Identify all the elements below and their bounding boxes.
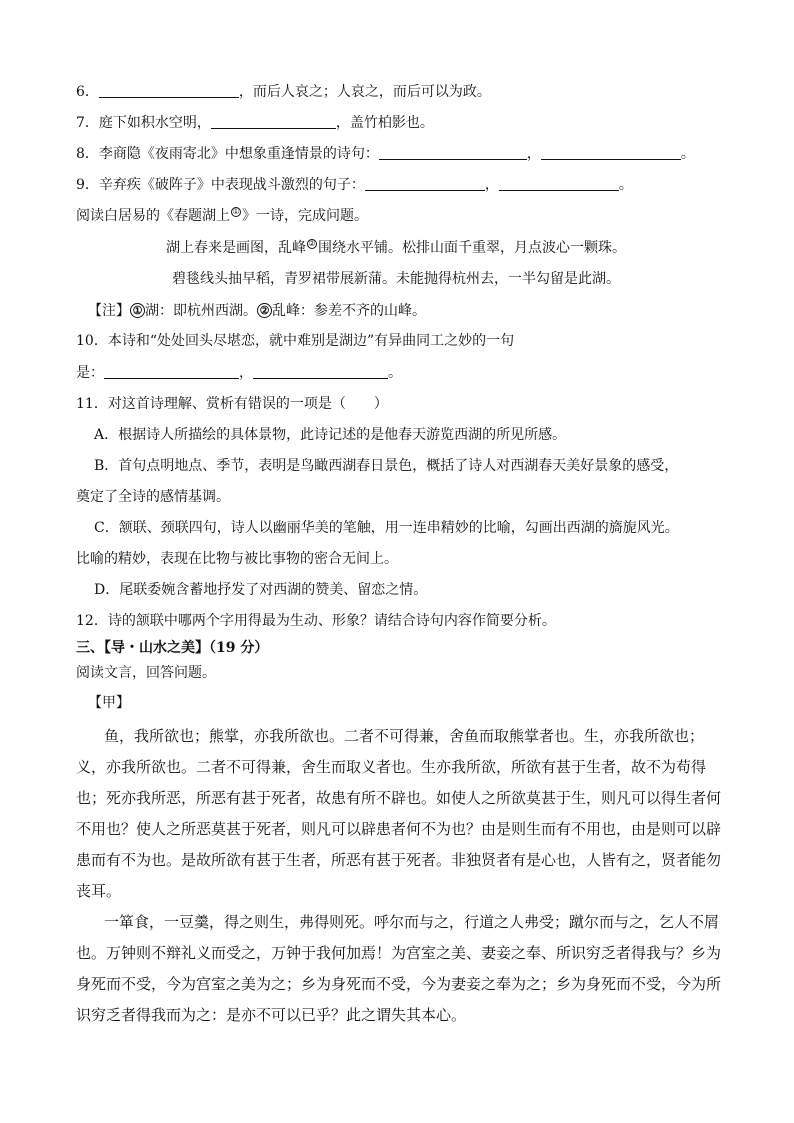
passage-text: 义，亦我所欲也。二者不可得兼，舍生而取义者也。生亦我所欲，所欲有甚于生者，故不为苟得	[76, 758, 707, 776]
question-10	[76, 331, 514, 351]
period: 。	[680, 146, 695, 162]
note-text: 湖：即杭州西湖。	[145, 303, 257, 319]
answer-blank[interactable]	[365, 176, 485, 191]
section-intro: 阅读文言，回答问题。	[76, 665, 216, 681]
option-b-text-cont: 奠定了全诗的感情基调。	[76, 489, 230, 505]
passage-text: 患而有不为也。是故所欲有甚于生者，所恶有甚于死者。非独贤者有是心也，人皆有之，贤者能勿	[76, 851, 722, 869]
poem-intro-text-end: 》一诗，完成问题。	[242, 208, 368, 224]
question-11-stem	[76, 394, 388, 414]
passage-line	[76, 881, 121, 901]
option-d-text: D．尾联委婉含蓄地抒发了对西湖的赞美、留恋之情。	[94, 582, 428, 598]
comma: ，	[484, 177, 499, 193]
passage-line	[76, 974, 721, 994]
note-number: ②	[257, 303, 272, 318]
option-b-cont	[76, 487, 230, 507]
poem-text-end: 围绕水平铺。松排山面千重翠，月点波心一颗珠。	[318, 240, 626, 256]
answer-blank[interactable]	[211, 114, 336, 129]
question-7	[76, 113, 434, 133]
section-title: 三、【导・山水之美】（19 分）	[76, 640, 269, 656]
section-3-title	[76, 638, 268, 658]
question-12	[76, 611, 556, 631]
passage-text: 身死而不受，今为宫室之美为之；乡为身死而不受，今为妻妾之奉为之；乡为身死而不受，今为所	[76, 975, 722, 993]
question-8	[76, 144, 695, 164]
poem-text: 湖上春来是画图，乱峰	[166, 240, 306, 256]
footnote-marker: ②	[308, 239, 316, 248]
passage-line	[76, 943, 721, 963]
period: 。	[388, 365, 402, 381]
question-11-text: 11．对这首诗理解、赏析有错误的一项是（ ）	[76, 396, 388, 412]
option-c[interactable]	[94, 518, 679, 538]
question-10-text: 是：	[76, 365, 104, 381]
comma: ，	[526, 146, 541, 162]
answer-blank[interactable]	[541, 145, 681, 160]
question-6	[76, 82, 491, 102]
question-8-text: 8．李商隐《夜雨寄北》中想象重逢情景的诗句：	[76, 146, 379, 162]
answer-blank[interactable]	[104, 364, 239, 379]
passage-text: 也。万钟则不辩礼义而受之，万钟于我何加焉！为宫室之美、妻妾之奉、所识穷乏者得我与？乡为	[76, 944, 722, 962]
passage-line	[76, 788, 721, 808]
passage-text: 一箪食，一豆羹，得之则生，弗得则死。呼尔而与之，行道之人弗受；蹴尔而与之，乞人不屑	[104, 913, 720, 931]
passage-text: 丧耳。	[76, 882, 122, 900]
period: 。	[618, 177, 633, 193]
passage-line	[76, 819, 721, 839]
option-c-text-cont: 比喻的精妙，表现在比物与被比事物的密合无间上。	[76, 551, 398, 567]
option-d[interactable]	[94, 580, 427, 600]
poem-line-2	[172, 269, 620, 289]
answer-blank[interactable]	[253, 364, 388, 379]
footnote-marker: ①	[232, 207, 240, 216]
poem-intro-text: 阅读白居易的《春题湖上	[76, 208, 230, 224]
passage-text: 不用也？使人之所恶莫甚于死者，则凡可以辟患者何不为也？由是则生而有不用也，由是则可以辟	[76, 820, 722, 838]
note-text: 乱峰：参差不齐的山峰。	[272, 303, 426, 319]
option-c-text: C．颔联、颈联四句，诗人以幽丽华美的笔触，用一连串精妙的比喻，勾画出西湖的旖旎风光。	[94, 520, 679, 536]
poem-note	[88, 301, 426, 321]
passage-text: 也；死亦我所恶，所恶有甚于死者，故患有所不辟也。如使人之所欲莫甚于生，则凡可以得生者何	[76, 789, 722, 807]
passage-line	[104, 912, 719, 932]
passage-line	[76, 1005, 466, 1025]
answer-blank[interactable]	[99, 83, 239, 98]
answer-blank[interactable]	[379, 145, 527, 160]
question-10-text: 10．本诗和“处处回头尽堪恋，就中难别是湖边”有异曲同工之妙的一句	[76, 333, 515, 349]
poem-intro	[76, 206, 368, 226]
passage-label-text: 【甲】	[88, 695, 130, 711]
passage-text: 鱼，我所欲也；熊掌，亦我所欲也。二者不可得兼，舍鱼而取熊掌者也。生，亦我所欲也；	[104, 727, 705, 745]
passage-text: 识穷乏者得我而为之：是亦不可以已乎？此之谓失其本心。	[76, 1006, 467, 1024]
passage-label	[88, 693, 130, 713]
answer-blank[interactable]	[499, 176, 619, 191]
passage-line	[104, 726, 704, 746]
option-a-text: A．根据诗人所描绘的具体景物，此诗记述的是他春天游览西湖的所见所感。	[94, 427, 567, 443]
question-6-text: ，而后人哀之；人哀之，而后可以为政。	[238, 84, 491, 100]
comma: ，	[239, 365, 253, 381]
option-a[interactable]	[94, 425, 566, 445]
question-9-text: 9．辛弃疾《破阵子》中表现战斗激烈的句子：	[76, 177, 365, 193]
option-b[interactable]	[94, 456, 678, 476]
question-9	[76, 175, 633, 195]
passage-line	[76, 850, 721, 870]
passage-line	[76, 757, 706, 777]
poem-text: 碧毯线头抽早稻，青罗裙带展新蒲。未能抛得杭州去，一半勾留是此湖。	[172, 271, 620, 287]
poem-line-1	[166, 238, 626, 258]
note-number: ①	[130, 303, 145, 318]
question-7-text: 7．庭下如积水空明，	[76, 115, 211, 131]
option-c-cont	[76, 549, 398, 569]
option-b-text: B．首句点明地点、季节，表明是鸟瞰西湖春日景色，概括了诗人对西湖春天美好景象的感受，	[94, 458, 679, 474]
note-label: 【注】	[88, 303, 130, 319]
section-3-intro	[76, 663, 216, 683]
question-10-answer	[76, 363, 402, 383]
question-7-text-end: ，盖竹柏影也。	[335, 115, 434, 131]
question-6-number: 6．	[76, 84, 99, 100]
question-12-text: 12．诗的颔联中哪两个字用得最为生动、形象？请结合诗句内容作简要分析。	[76, 613, 556, 629]
